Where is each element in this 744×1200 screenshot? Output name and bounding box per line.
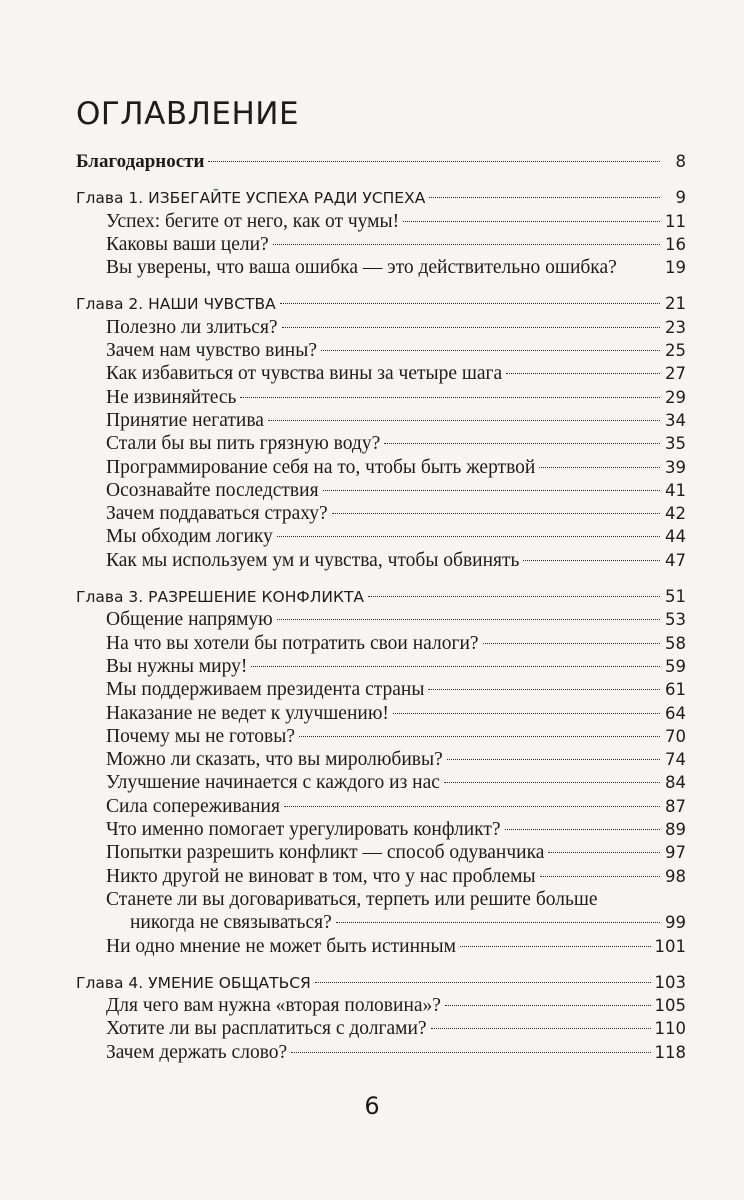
dot-leader: [428, 689, 660, 690]
toc-entry-label: Благодарности: [76, 151, 205, 172]
toc-entry-label: Сила сопереживания: [106, 795, 280, 817]
toc-chapter-row: [76, 971, 686, 994]
toc-entry-row: [76, 150, 686, 173]
toc-entry-row: [76, 409, 686, 432]
toc-page-number: 42: [665, 504, 686, 524]
toc-entry-label: Вы нужны миру!: [106, 655, 248, 677]
toc-entry-row: [76, 525, 686, 548]
toc-page-number: 110: [654, 1019, 686, 1039]
toc-entry-row: [76, 316, 686, 339]
toc-entry-row: [76, 818, 686, 841]
toc-entry-row: [76, 865, 686, 888]
toc-entry-row: [76, 233, 686, 256]
toc-entry-row: [76, 479, 686, 502]
toc-chapter-row: [76, 292, 686, 315]
toc-entry-row: [76, 256, 686, 279]
toc-entry-row: [76, 678, 686, 701]
dot-leader: [539, 467, 660, 468]
dot-leader: [208, 161, 660, 162]
dot-leader: [384, 443, 660, 444]
toc-entry-label: никогда не связываться?: [130, 912, 332, 934]
toc-page-number: 44: [665, 527, 686, 547]
dot-leader: [393, 713, 660, 714]
toc-entry-label: Принятие негатива: [106, 409, 264, 431]
dot-leader: [280, 303, 660, 304]
toc-entry-label: Не извиняйтесь: [106, 386, 237, 408]
toc-page-number: 51: [665, 587, 686, 607]
toc-entry-label: Полезно ли злиться?: [106, 316, 278, 338]
toc-entry-row: [76, 502, 686, 525]
toc-page-number: 98: [665, 866, 686, 886]
toc-entry-row: [76, 210, 686, 233]
toc-entry-label: Зачем нам чувство вины?: [106, 340, 317, 362]
dot-leader: [523, 560, 660, 561]
toc-page-number: 87: [665, 796, 686, 816]
toc-entry-row: [76, 748, 686, 771]
toc-page-number: 101: [654, 936, 686, 956]
dot-leader: [483, 643, 660, 644]
toc-page-number: 11: [665, 211, 686, 231]
toc-entry-label: Зачем держать слово?: [106, 1041, 288, 1063]
toc-entry-label: Мы обходим логику: [106, 526, 273, 548]
toc-entry-label: Мы поддерживаем президента страны: [106, 679, 425, 701]
toc-page-number: 99: [665, 913, 686, 933]
toc-entry-label: Наказание не ведет к улучшению!: [106, 702, 389, 724]
dot-leader: [251, 666, 660, 667]
dot-leader: [268, 420, 660, 421]
dot-leader: [431, 1028, 651, 1029]
dot-leader: [321, 350, 660, 351]
toc-entry-row: [76, 632, 686, 655]
dot-leader: [444, 782, 660, 783]
toc-page-number: 89: [665, 820, 686, 840]
toc-entry-row: [76, 456, 686, 479]
dot-leader: [323, 490, 660, 491]
toc-entry-label: Успех: бегите от него, как от чумы!: [106, 210, 400, 232]
toc-page-number: 105: [654, 996, 686, 1016]
toc-page-number: 8: [675, 152, 686, 171]
dot-leader: [336, 922, 660, 923]
toc-entry-row: [76, 725, 686, 748]
toc-entry-label: Стали бы вы пить грязную воду?: [106, 433, 381, 455]
toc-page-number: 23: [665, 317, 686, 337]
toc-entry-label: Общение напрямую: [106, 609, 273, 631]
toc-entry-label: Можно ли сказать, что вы миролюбивы?: [106, 749, 443, 771]
toc-page-number: 97: [665, 843, 686, 863]
toc-entry-row: [76, 1041, 686, 1064]
toc-entry-label: Глава 3. РАЗРЕШЕНИЕ КОНФЛИКТА: [76, 588, 365, 607]
toc-entry-row: [76, 994, 686, 1017]
toc-entry-row: [76, 702, 686, 725]
toc-entry-label: Никто другой не виноват в том, что у нас проблемы: [106, 865, 536, 887]
toc-entry-label: Для чего вам нужна «вторая половина»?: [106, 995, 441, 1017]
toc-entry-row: [76, 655, 686, 678]
toc-entry-row: [76, 339, 686, 362]
toc-page-number: 9: [675, 188, 686, 208]
toc-page-number: 34: [665, 410, 686, 430]
dot-leader: [299, 736, 660, 737]
toc-entry-row: [76, 386, 686, 409]
toc-page-number: 41: [665, 480, 686, 500]
toc-entry-label: Вы уверены, что ваша ошибка — это действительно ошибка?: [106, 257, 617, 279]
dot-leader: [332, 513, 660, 514]
toc-entry-label: Глава 2. НАШИ ЧУВСТВА: [76, 295, 276, 314]
toc-entry-row: [76, 935, 686, 958]
toc-entry-row: [76, 841, 686, 864]
toc-entry-label: Как избавиться от чувства вины за четыре шага: [106, 363, 503, 385]
dot-leader: [273, 244, 660, 245]
toc-entry-label: Ни одно мнение не может быть истинным: [106, 935, 456, 957]
dot-leader: [460, 946, 651, 947]
dot-leader: [548, 852, 660, 853]
toc-entry-row: [76, 608, 686, 631]
dot-leader: [403, 221, 660, 222]
toc-page-number: 21: [665, 294, 686, 314]
toc-entry-row: [76, 911, 686, 934]
toc-page-number: 64: [665, 703, 686, 723]
toc-page-number: 70: [665, 726, 686, 746]
dot-leader: [277, 619, 660, 620]
dot-leader: [277, 536, 660, 537]
toc-page-number: 74: [665, 750, 686, 770]
dot-leader: [505, 829, 660, 830]
dot-leader: [368, 596, 660, 597]
toc-page-number: 27: [665, 364, 686, 384]
dot-leader: [282, 327, 660, 328]
toc-entry-label: На что вы хотели бы потратить свои налоги?: [106, 632, 479, 654]
table-of-contents: [76, 150, 686, 1064]
toc-entry-row: [76, 771, 686, 794]
toc-page-number: 61: [665, 680, 686, 700]
toc-chapter-row: [76, 186, 686, 209]
toc-page-number: 53: [665, 610, 686, 630]
dot-leader: [506, 373, 660, 374]
dot-leader: [429, 197, 660, 198]
toc-chapter-row: [76, 585, 686, 608]
page-title: ОГЛАВЛЕНИЕ: [76, 96, 300, 132]
toc-entry-label: Программирование себя на то, чтобы быть жертвой: [106, 456, 536, 478]
toc-page-number: 25: [665, 341, 686, 361]
toc-entry-label: Что именно помогает урегулировать конфликт?: [106, 819, 501, 841]
toc-page-number: 35: [665, 434, 686, 454]
toc-entry-row: [76, 432, 686, 455]
toc-entry-label: Попытки разрешить конфликт — способ одуванчика: [106, 842, 545, 864]
toc-page-number: 59: [665, 656, 686, 676]
page-number: 6: [364, 1092, 380, 1120]
toc-entry-label: Как мы используем ум и чувства, чтобы обвинять: [106, 549, 520, 571]
dot-leader: [284, 806, 660, 807]
toc-page-number: 118: [654, 1042, 686, 1062]
toc-page-number: 58: [665, 633, 686, 653]
toc-entry-label: Каковы ваши цели?: [106, 233, 269, 255]
toc-page-number: 103: [654, 972, 686, 992]
toc-entry-label: Улучшение начинается с каждого из нас: [106, 772, 440, 794]
toc-page-number: 84: [665, 773, 686, 793]
toc-page-number: 39: [665, 457, 686, 477]
dot-leader: [291, 1052, 650, 1053]
toc-entry-label: Почему мы не готовы?: [106, 725, 296, 747]
toc-page-number: 16: [665, 234, 686, 254]
toc-entry-label: Зачем поддаваться страху?: [106, 503, 328, 525]
toc-entry-label: Глава 4. УМЕНИЕ ОБЩАТЬСЯ: [76, 973, 311, 992]
toc-entry-row: [76, 795, 686, 818]
dot-leader: [540, 876, 660, 877]
toc-page-number: 47: [665, 550, 686, 570]
dot-leader: [445, 1005, 651, 1006]
toc-entry-label: Станете ли вы договариваться, терпеть или решите больше: [106, 888, 598, 910]
toc-entry-row: [76, 549, 686, 572]
toc-entry-label: Глава 1. ИЗБЕГАЙТЕ УСПЕХА РАДИ УСПЕХА: [76, 189, 426, 208]
toc-entry-row: [76, 362, 686, 385]
toc-entry-label: Осознавайте последствия: [106, 479, 319, 501]
dot-leader: [447, 759, 660, 760]
toc-entry-row: [76, 888, 686, 911]
dot-leader: [240, 397, 660, 398]
toc-page-number: 29: [665, 387, 686, 407]
dot-leader: [315, 982, 651, 983]
toc-page-number: 19: [665, 258, 686, 278]
toc-entry-row: [76, 1017, 686, 1040]
toc-entry-label: Хотите ли вы расплатиться с долгами?: [106, 1018, 427, 1040]
